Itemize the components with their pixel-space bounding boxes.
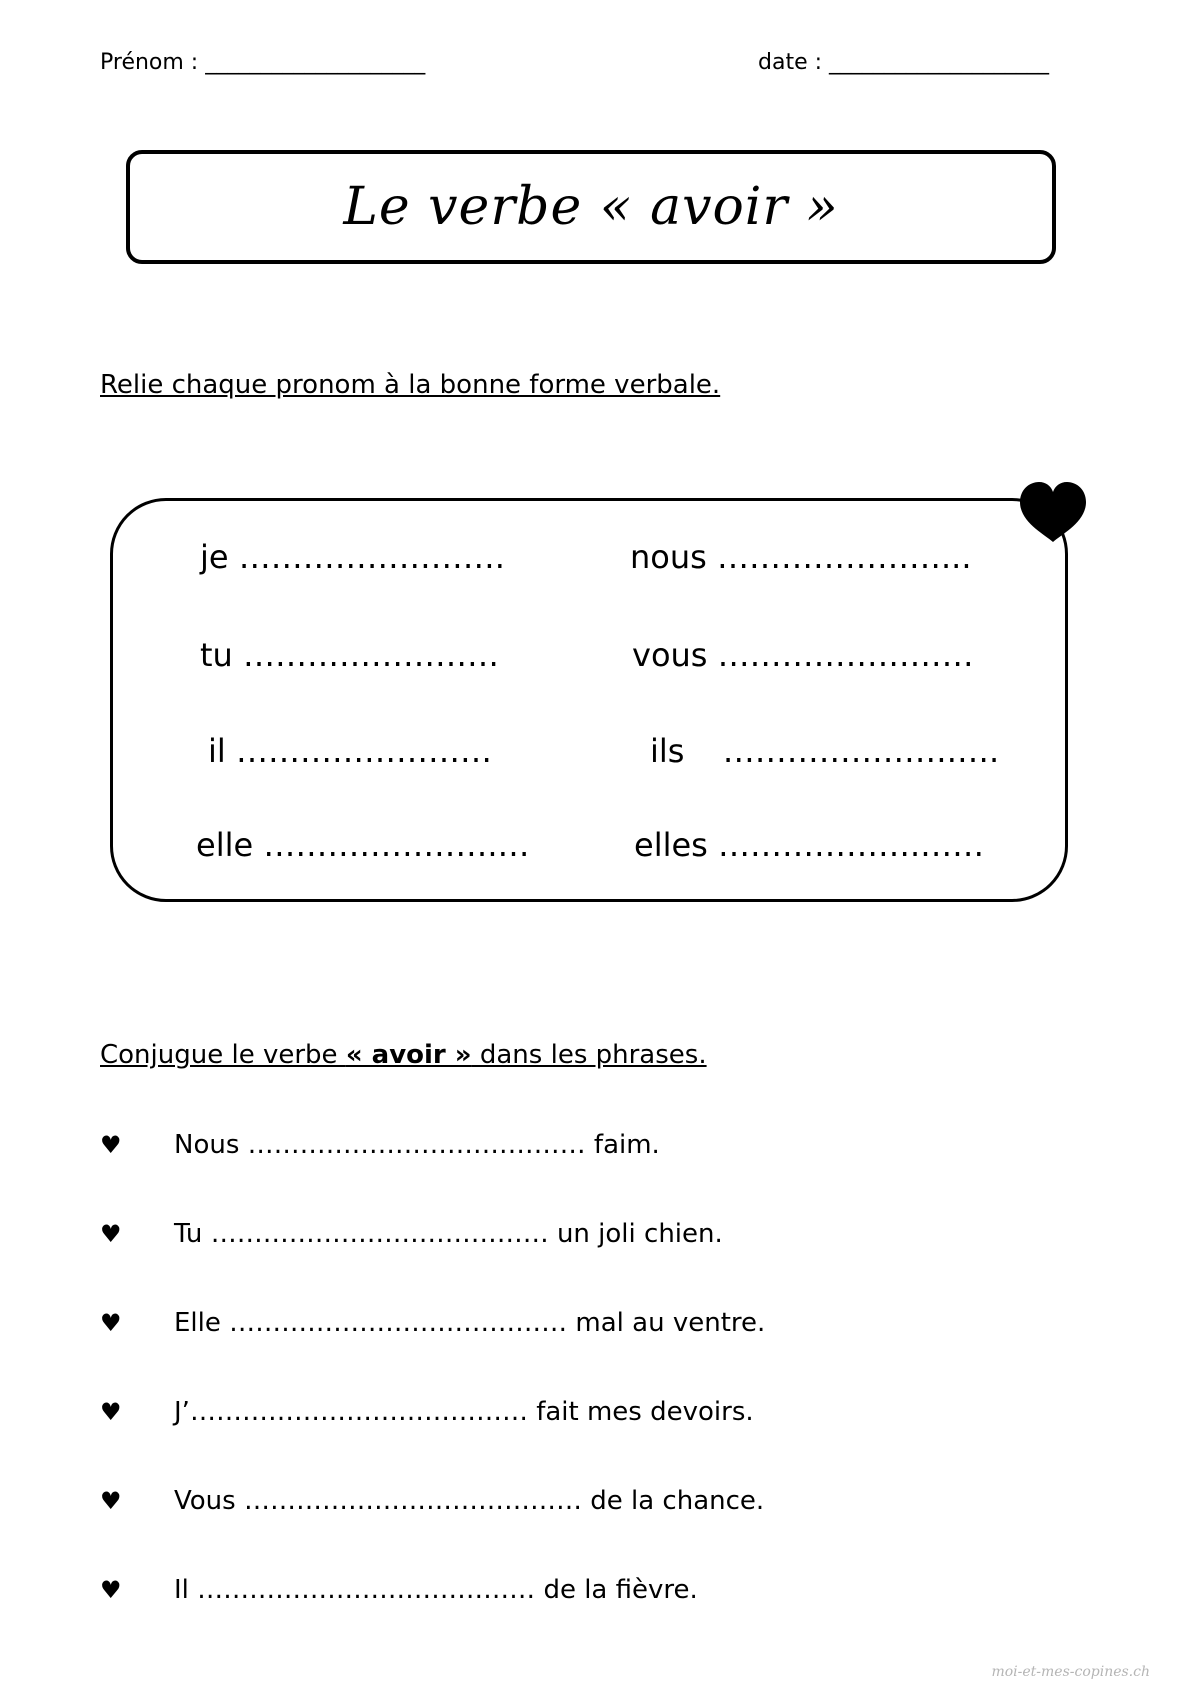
- blank-elle[interactable]: ………………….…: [263, 826, 530, 864]
- blank-elles[interactable]: ……………….……: [718, 826, 985, 864]
- pronoun-il: il: [208, 732, 226, 770]
- blank-vous[interactable]: ……………………: [717, 636, 974, 674]
- exercise2-instruction: [100, 1040, 707, 1070]
- bullet-heart-icon: ♥: [100, 1220, 122, 1248]
- conj-row-il: [208, 732, 492, 770]
- conj-row-je: [200, 538, 505, 576]
- blank-tu[interactable]: ……………………: [243, 636, 499, 674]
- sentence-blank[interactable]: …………………………………: [247, 1130, 586, 1160]
- sentence-blank[interactable]: …………………………………: [189, 1397, 528, 1427]
- conj-row-elle: [196, 826, 530, 864]
- pronoun-je: je: [200, 538, 229, 576]
- date-blank[interactable]: ____________________: [829, 50, 1050, 75]
- bullet-heart-icon: ♥: [100, 1131, 122, 1159]
- pronoun-elles: elles: [634, 826, 708, 864]
- pronoun-ils: ils: [650, 732, 685, 770]
- sentence-start: Il: [174, 1575, 189, 1605]
- instruction-text-2: dans les phrases.: [471, 1040, 707, 1070]
- sentence-row: [100, 1397, 754, 1427]
- sentence-end: mal au ventre.: [575, 1308, 766, 1338]
- title-box: [126, 150, 1056, 264]
- blank-il[interactable]: ……………………: [235, 732, 492, 770]
- date-field: [758, 50, 1049, 75]
- pronoun-vous: vous: [632, 636, 708, 674]
- sentence-end: de la fièvre.: [543, 1575, 698, 1605]
- sentence-end: un joli chien.: [556, 1219, 723, 1249]
- sentence-row: [100, 1219, 723, 1249]
- watermark: moi-et-mes-copines.ch: [991, 1664, 1150, 1680]
- page-title: Le verbe « avoir »: [343, 177, 839, 237]
- pronoun-tu: tu: [200, 636, 233, 674]
- prenom-blank[interactable]: ____________________: [205, 50, 426, 75]
- conj-row-nous: [630, 538, 972, 576]
- pronoun-elle: elle: [196, 826, 254, 864]
- sentence-start: Elle: [174, 1308, 221, 1338]
- bullet-heart-icon: ♥: [100, 1309, 122, 1337]
- sentence-start: Nous: [174, 1130, 240, 1160]
- blank-ils[interactable]: ………………….….: [722, 732, 1000, 770]
- sentence-start: J’: [174, 1397, 190, 1427]
- conj-row-elles: [634, 826, 984, 864]
- sentence-blank[interactable]: …………………………………: [229, 1308, 568, 1338]
- blank-je[interactable]: …………………….: [238, 538, 505, 576]
- exercise1-instruction: Relie chaque pronom à la bonne forme verbale.: [100, 370, 721, 400]
- sentence-blank[interactable]: …………………………………: [210, 1219, 549, 1249]
- date-label: date :: [758, 50, 823, 75]
- prenom-label: Prénom :: [100, 50, 199, 75]
- instruction-verb: « avoir »: [345, 1040, 472, 1070]
- sentence-start: Tu: [174, 1219, 203, 1249]
- sentence-row: [100, 1575, 698, 1605]
- conj-row-ils: [650, 732, 999, 770]
- instruction-text-1: Conjugue le verbe: [100, 1040, 346, 1070]
- conj-row-tu: [200, 636, 499, 674]
- sentence-end: de la chance.: [590, 1486, 765, 1516]
- sentence-start: Vous: [174, 1486, 236, 1516]
- pronoun-nous: nous: [630, 538, 707, 576]
- sentence-end: faim.: [593, 1130, 660, 1160]
- bullet-heart-icon: ♥: [100, 1487, 122, 1515]
- heart-icon: [1016, 478, 1090, 546]
- sentence-row: [100, 1130, 660, 1160]
- bullet-heart-icon: ♥: [100, 1576, 122, 1604]
- sentence-blank[interactable]: …………………………………: [243, 1486, 582, 1516]
- sentence-row: [100, 1308, 765, 1338]
- prenom-field: [100, 50, 425, 75]
- sentence-blank[interactable]: …………………………………: [197, 1575, 536, 1605]
- sentence-end: fait mes devoirs.: [536, 1397, 754, 1427]
- conj-row-vous: [632, 636, 974, 674]
- sentence-row: [100, 1486, 764, 1516]
- blank-nous[interactable]: …………………...: [716, 538, 972, 576]
- bullet-heart-icon: ♥: [100, 1398, 122, 1426]
